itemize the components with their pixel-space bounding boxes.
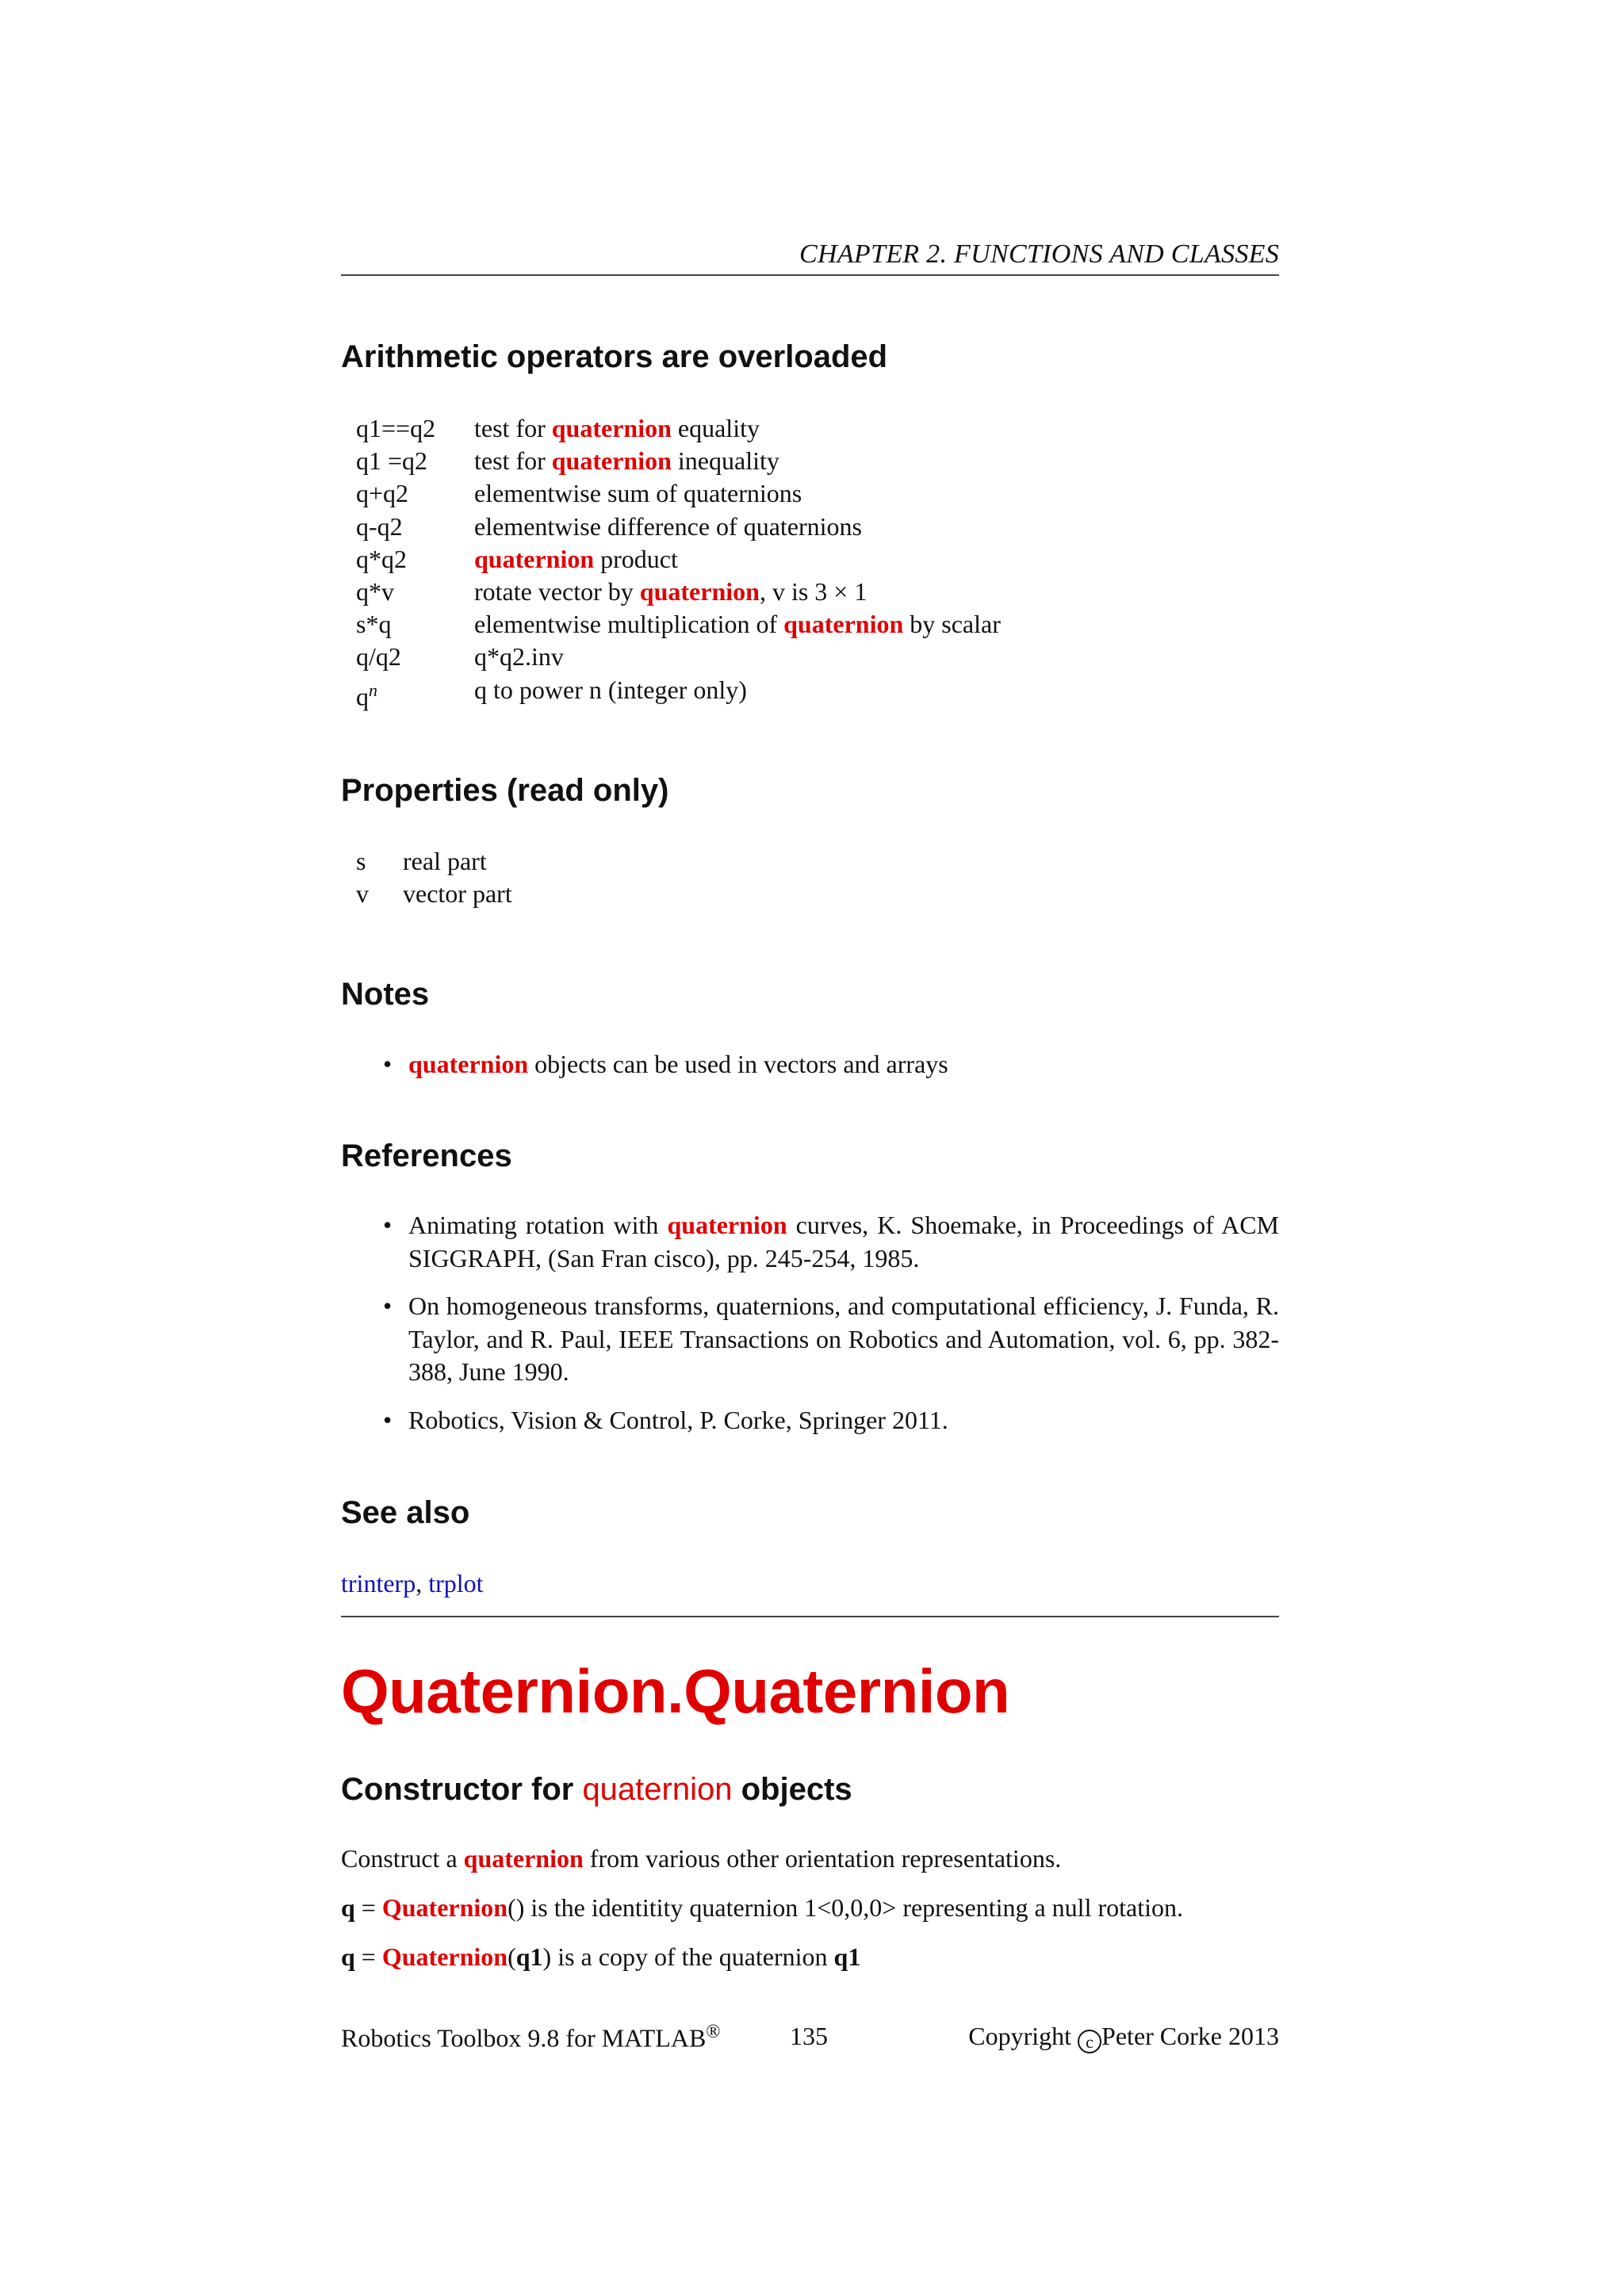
operator-description: test for quaternion inequality [474,446,779,476]
footer-left: Robotics Toolbox 9.8 for MATLAB® [341,2022,721,2053]
keyword-link[interactable]: Quaternion [381,1942,508,1971]
operator-row [356,477,1001,510]
keyword-link[interactable]: quaternion [463,1844,584,1873]
operator-description: rotate vector by quaternion, v is 3 × 1 [474,577,868,607]
property-description: real part [403,847,487,875]
operator-row [356,674,1001,714]
operator-row [356,511,1001,543]
keyword-link[interactable]: quaternion [639,577,760,607]
references-heading: References [341,1138,512,1173]
operator-row [356,445,1001,477]
operator-row [356,543,1001,576]
operator-symbol: q*v [356,577,394,607]
constructor-usage-copy: q = Quaternion(q1) is a copy of the quaternion q1 [341,1942,861,1971]
operator-symbol: q+q2 [356,479,409,508]
operator-symbol: q/q2 [356,642,401,672]
header-rule [341,274,1279,276]
property-row [356,878,512,910]
operator-description: elementwise sum of quaternions [474,479,802,508]
operator-description: test for quaternion equality [474,414,760,442]
keyword-link[interactable]: quaternion [551,446,672,476]
operator-symbol: q1 =q2 [356,446,428,476]
operator-description: elementwise multiplication of quaternion by scalar [474,610,1001,639]
list-item: • Robotics, Vision & Control, P. Corke, Springer 2011. [383,1404,1279,1437]
list-item: • On homogeneous transforms, quaternions, and computational efficiency, J. Funda, R. Taylor, and R. Paul, IEEE Transactions on Robotics and Automation, vol. 6, pp. 382-388, June 1990. [383,1290,1279,1389]
keyword-link[interactable]: Quaternion [381,1893,508,1922]
operator-description: elementwise difference of quaternions [474,511,862,541]
operator-symbol: s*q [356,610,392,639]
section-title: Quaternion.Quaternion [341,1656,1010,1726]
keyword-link[interactable]: quaternion [408,1050,529,1078]
keyword-link[interactable]: quaternion [582,1772,733,1807]
list-item: • Animating rotation with quaternion curves, K. Shoemake, in Proceedings of ACM SIGGRAPH, (San Fran cisco), pp. 245-254, 1985. [383,1209,1279,1275]
references-list [383,1209,1279,1437]
operator-symbol: q1==q2 [356,414,436,442]
section-rule [341,1616,1279,1617]
operator-symbol: q*q2 [356,544,407,573]
properties-table [356,845,512,910]
operator-row [356,641,1001,673]
notes-list [383,1048,1279,1081]
property-row [356,845,512,878]
property-name: v [356,879,369,909]
operator-symbol: $q^n$ [356,679,377,711]
see-also-links: trinterp, trplot [341,1569,484,1598]
property-name: s [356,847,366,875]
see-also-heading: See also [341,1495,470,1530]
page-number: 135 [790,2022,828,2050]
operator-description: quaternion product [474,544,678,573]
operator-row [356,412,1001,445]
constructor-usage-identity: q = Quaternion() is the identitity quaternion 1<0,0,0> representing a null rotation. [341,1893,1183,1922]
operators-table [356,412,1001,713]
keyword-link[interactable]: quaternion [474,544,595,573]
notes-heading: Notes [341,977,430,1012]
constructor-heading: Constructor for quaternion objects [341,1772,852,1807]
operator-description: q to power n (integer only) [474,675,747,704]
constructor-paragraph: Construct a quaternion from various other orientation representations. [341,1844,1062,1873]
running-head: CHAPTER 2. FUNCTIONS AND CLASSES [799,239,1279,269]
keyword-link[interactable]: quaternion [667,1211,787,1239]
exponent: n [369,679,377,700]
keyword-link[interactable]: quaternion [551,414,672,442]
operator-row [356,576,1001,608]
footer-right: Copyright c Peter Corke 2013 [968,2022,1279,2052]
see-also-link-trplot[interactable]: trplot [428,1569,484,1598]
operator-symbol: q-q2 [356,511,403,541]
keyword-link[interactable]: quaternion [783,610,904,639]
list-item: • quaternion objects can be used in vectors and arrays [383,1048,1279,1081]
operator-row [356,608,1001,641]
operators-heading: Arithmetic operators are overloaded [341,339,888,374]
property-description: vector part [403,879,512,909]
operator-description: q*q2.inv [474,642,564,672]
copyright-symbol: c [1078,2030,1101,2053]
properties-heading: Properties (read only) [341,773,669,808]
see-also-link-trinterp[interactable]: trinterp [341,1569,416,1598]
